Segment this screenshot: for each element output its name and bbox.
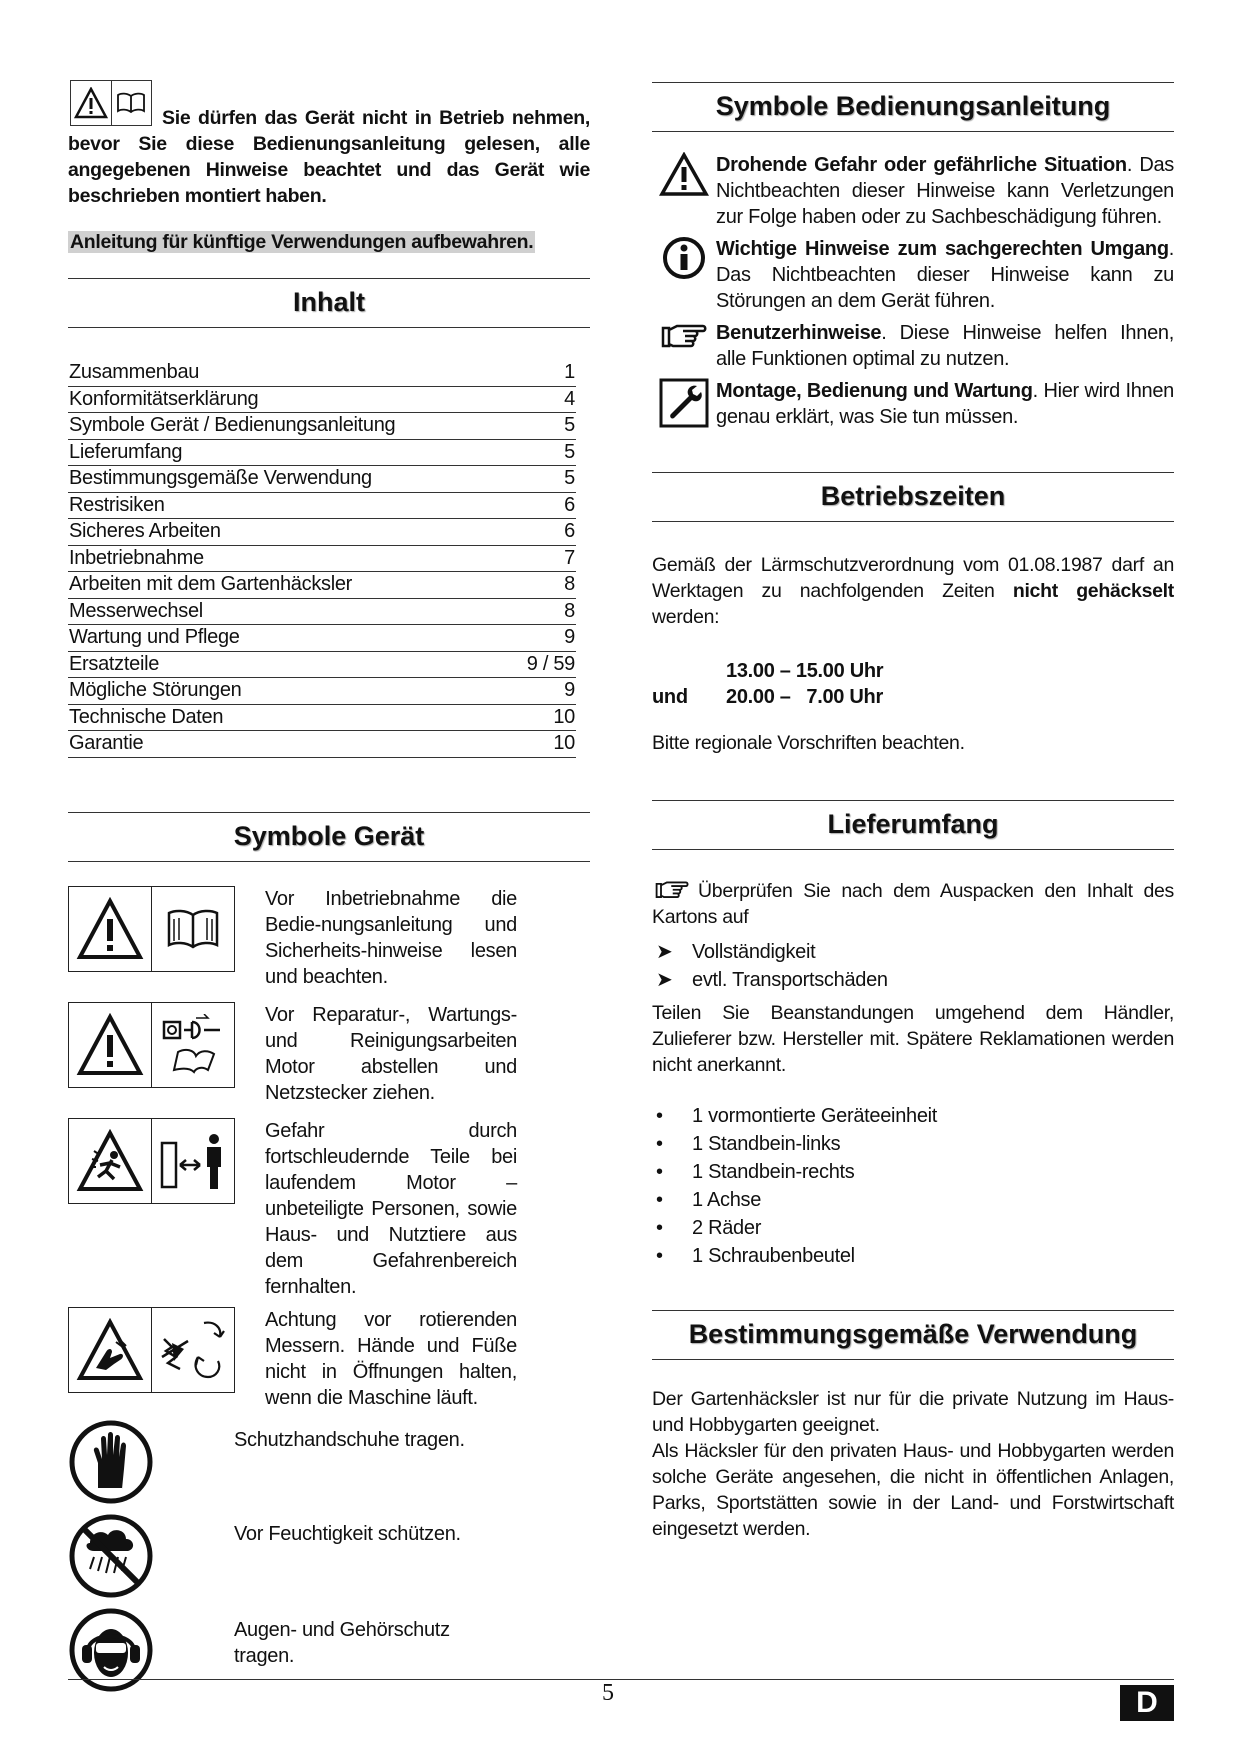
right-column xyxy=(652,82,1174,1542)
toc-page: 9 xyxy=(564,679,575,701)
unplug-icon xyxy=(160,1014,226,1076)
delivery-item-label: 1 vormontierte Geräteeinheit xyxy=(692,1105,938,1127)
wrench-icon xyxy=(659,378,709,428)
toc-page: 9 xyxy=(564,626,575,648)
betriebszeiten-heading: Betriebszeiten xyxy=(652,472,1174,522)
toc-page: 8 xyxy=(564,599,575,622)
pointing-hand-icon xyxy=(659,320,709,350)
bullet-dot-icon: • xyxy=(656,1217,663,1239)
toc-label: Arbeiten mit dem Gartenhäcksler xyxy=(69,573,353,595)
inhalt-heading: Inhalt xyxy=(68,278,590,328)
toc-row xyxy=(68,705,576,732)
toc-label: Restrisiken xyxy=(69,493,165,516)
toc-label: Lieferumfang xyxy=(69,440,183,463)
delivery-item xyxy=(652,1214,1174,1242)
verwendung-heading: Bestimmungsgemäße Verwendung xyxy=(652,1310,1174,1360)
book-icon xyxy=(116,91,146,115)
language-badge: D xyxy=(1120,1685,1174,1721)
info-icon xyxy=(662,236,706,280)
device-symbol-flying-parts xyxy=(68,1118,590,1300)
protective-gloves-icon xyxy=(68,1419,154,1505)
delivery-item-label: 1 Achse xyxy=(692,1189,762,1211)
legend-danger: Drohende Gefahr oder gefährliche Situation. Das Nichtbeachten dieser Hinweise kann Verletzungen zur Folge haben oder zu Sachbeschädigung führen. xyxy=(652,152,1174,230)
footer-rule xyxy=(68,1679,1174,1680)
toc-row xyxy=(68,652,576,679)
warning-triangle-icon xyxy=(74,87,108,119)
toc-label: Garantie xyxy=(69,732,144,754)
device-symbol-gloves xyxy=(68,1419,590,1505)
check-item-label: Vollständigkeit xyxy=(692,941,816,963)
delivery-item xyxy=(652,1102,1174,1130)
toc-row xyxy=(68,466,576,493)
toc-row xyxy=(68,625,576,652)
quiet-hours-midday: 13.00 – 15.00 Uhr xyxy=(726,660,884,682)
legend-user-hint: Benutzerhinweise. Diese Hinweise helfen Ihnen, alle Funktionen optimal zu nutzen. xyxy=(652,320,1174,372)
and-label: und xyxy=(652,686,688,708)
no-rain-icon xyxy=(68,1513,154,1599)
toc-row xyxy=(68,519,576,546)
toc-label: Wartung und Pflege xyxy=(69,626,240,648)
delivery-item xyxy=(652,1242,1174,1270)
arrow-bullet-icon: ➤ xyxy=(656,941,673,963)
intro-warning xyxy=(68,80,590,209)
toc-page: 7 xyxy=(564,546,575,569)
verwendung-text-1: Der Gartenhäcksler ist nur für die private Nutzung im Haus- und Hobbygarten geeignet. xyxy=(652,1388,1174,1436)
device-symbol-text: Gefahr durch fortschleudernde Teile bei laufendem Motor – unbeteiligte Personen, sowie Haus- und Nutztiere aus dem Gefahrenbereich fernhalten. xyxy=(265,1119,517,1298)
bullet-dot-icon: • xyxy=(656,1245,663,1267)
device-symbol-text: Schutzhandschuhe tragen. xyxy=(234,1428,465,1451)
bullet-dot-icon: • xyxy=(656,1133,663,1155)
keep-distance-icon xyxy=(158,1129,228,1193)
bullet-dot-icon: • xyxy=(656,1189,663,1211)
toc-row xyxy=(68,493,576,520)
betriebszeiten-text: Gemäß der Lärmschutzverordnung vom 01.08.1987 darf an Werktagen zu nachfolgenden Zeiten nicht gehäckselt werden: xyxy=(652,554,1174,628)
manual-symbol-legend xyxy=(652,152,1174,430)
toc-label: Inbetriebnahme xyxy=(69,546,204,569)
warning-triangle-icon xyxy=(76,1013,144,1077)
toc-row xyxy=(68,572,576,599)
toc-row xyxy=(68,440,576,467)
hand-injury-warning-icon xyxy=(76,1318,144,1382)
toc-page: 5 xyxy=(564,414,575,436)
flying-debris-warning-icon xyxy=(76,1129,144,1193)
legend-info: Wichtige Hinweise zum sachgerechten Umgang. Das Nichtbeachten dieser Hinweise kann zu Störungen an dem Gerät führen. xyxy=(652,236,1174,314)
toc-row xyxy=(68,731,576,758)
toc-page: 10 xyxy=(553,732,575,754)
bullet-dot-icon: • xyxy=(656,1105,663,1127)
device-symbol-text: Vor Reparatur-, Wartungs- und Reinigungsarbeiten Motor abstellen und Netzstecker ziehen. xyxy=(265,1003,517,1104)
delivery-items-list xyxy=(652,1102,1174,1270)
delivery-item-label: 2 Räder xyxy=(692,1217,762,1239)
toc-label: Technische Daten xyxy=(69,705,224,728)
check-contents-text: Überprüfen Sie nach dem Auspacken den Inhalt des Kartons auf xyxy=(652,880,1174,928)
lieferumfang-heading: Lieferumfang xyxy=(652,800,1174,850)
device-symbol-text: Augen- und Gehörschutz tragen. xyxy=(234,1618,450,1667)
device-symbol-unplug xyxy=(68,1002,590,1106)
delivery-item-label: 1 Schraubenbeutel xyxy=(692,1245,855,1267)
verwendung-text-2: Als Häcksler für den privaten Haus- und Hobbygarten werden solche Geräte angesehen, die nicht in öffentlichen Anlagen, Parks, Sportstätten sowie in der Land- und Forstwirtschaft eingesetzt werden. xyxy=(652,1440,1174,1540)
intro-warning-text: Sie dürfen das Gerät nicht in Betrieb nehmen, bevor Sie diese Bedienungsanleitung gelesen, alle angegebenen Hinweise beachtet und das Gerät wie beschrieben montiert haben. xyxy=(68,107,590,207)
toc-row xyxy=(68,413,576,440)
quiet-hours xyxy=(652,658,1174,710)
symbole-anleitung-heading: Symbole Bedienungsanleitung xyxy=(652,82,1174,132)
regional-rules-note: Bitte regionale Vorschriften beachten. xyxy=(652,732,965,754)
toc-label: Symbole Gerät / Bedienungsanleitung xyxy=(69,414,396,436)
check-list xyxy=(652,938,1174,994)
keep-instructions-note: Anleitung für künftige Verwendungen aufbewahren. xyxy=(70,231,534,253)
toc-row xyxy=(68,678,576,705)
page-number: 5 xyxy=(602,1680,614,1706)
legend-assembly: Montage, Bedienung und Wartung. Hier wird Ihnen genau erklärt, was Sie tun müssen. xyxy=(652,378,1174,430)
device-symbol-moisture xyxy=(68,1513,590,1599)
toc-label: Bestimmungsgemäße Verwendung xyxy=(69,467,372,489)
rotating-blades-icon xyxy=(158,1317,228,1383)
check-item xyxy=(652,966,1174,994)
complaint-text: Teilen Sie Beanstandungen umgehend dem Händler, Zulieferer bzw. Hersteller mit. Spätere Reklamationen werden nicht anerkannt. xyxy=(652,1002,1174,1076)
toc-label: Mögliche Störungen xyxy=(69,679,242,701)
device-symbols xyxy=(68,886,590,1693)
device-symbol-text: Vor Feuchtigkeit schützen. xyxy=(234,1522,461,1545)
quiet-hours-night: 20.00 – 7.00 Uhr xyxy=(726,686,883,708)
device-symbol-rotating-blades xyxy=(68,1307,590,1411)
check-item-label: evtl. Transportschäden xyxy=(692,969,888,991)
toc-label: Zusammenbau xyxy=(69,361,200,383)
bullet-dot-icon: • xyxy=(656,1161,663,1183)
toc-label: Konformitätserklärung xyxy=(69,387,259,410)
warning-book-icon-box xyxy=(70,80,152,126)
toc-page: 5 xyxy=(564,467,575,489)
delivery-item xyxy=(652,1158,1174,1186)
delivery-item xyxy=(652,1130,1174,1158)
toc-page: 9 / 59 xyxy=(526,652,575,675)
toc-row xyxy=(68,360,576,387)
toc-row xyxy=(68,387,576,414)
toc-page: 6 xyxy=(564,520,575,542)
delivery-item-label: 1 Standbein-rechts xyxy=(692,1161,855,1183)
device-symbol-read-manual xyxy=(68,886,590,990)
symbole-geraet-heading: Symbole Gerät xyxy=(68,812,590,862)
toc-page: 10 xyxy=(553,705,575,728)
delivery-item xyxy=(652,1186,1174,1214)
warning-triangle-icon xyxy=(76,897,144,961)
toc-page: 8 xyxy=(564,573,575,595)
toc-label: Sicheres Arbeiten xyxy=(69,520,221,542)
check-item xyxy=(652,938,1174,966)
warning-triangle-icon xyxy=(659,152,709,198)
device-symbol-text: Vor Inbetriebnahme die Bedie-nungsanleitung und Sicherheits-hinweise lesen und beachten. xyxy=(265,887,517,988)
toc-label: Ersatzteile xyxy=(69,652,160,675)
delivery-item-label: 1 Standbein-links xyxy=(692,1133,841,1155)
book-icon xyxy=(165,907,221,951)
toc-label: Messerwechsel xyxy=(69,599,203,622)
toc-page: 1 xyxy=(564,361,575,383)
toc-page: 4 xyxy=(564,387,575,410)
toc-page: 5 xyxy=(564,440,575,463)
device-symbol-text: Achtung vor rotierenden Messern. Hände und Füße nicht in Öffnungen halten, wenn die Maschine läuft. xyxy=(265,1308,517,1409)
toc-page: 6 xyxy=(564,493,575,516)
toc-row xyxy=(68,599,576,626)
left-column xyxy=(68,80,590,1693)
arrow-bullet-icon: ➤ xyxy=(656,969,673,991)
table-of-contents xyxy=(68,360,576,758)
pointing-hand-icon xyxy=(652,878,692,900)
toc-row xyxy=(68,546,576,573)
